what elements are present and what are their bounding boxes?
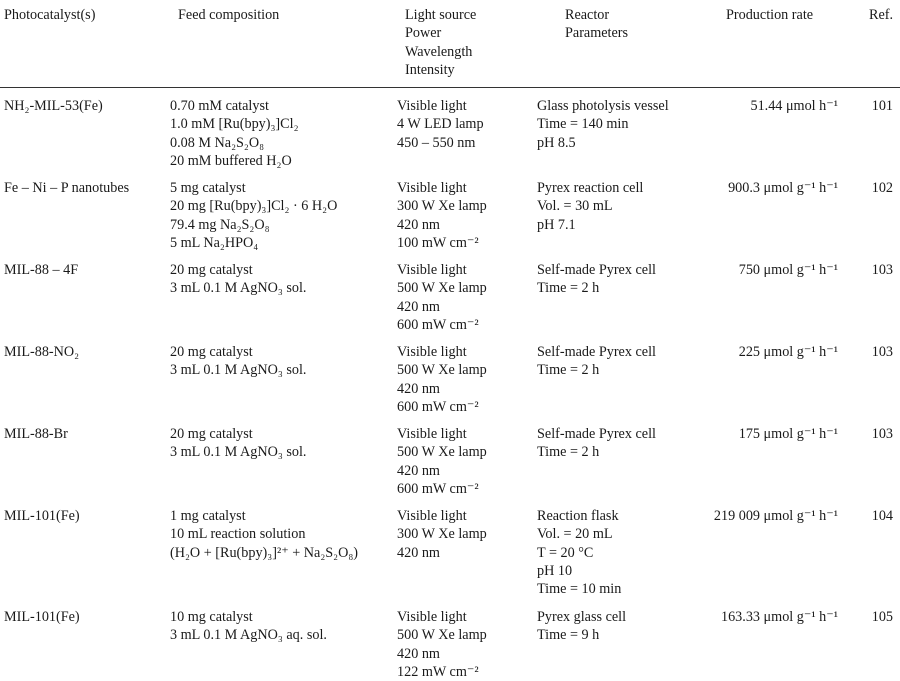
cell-light-source-line: 122 mW cm⁻² (397, 663, 479, 680)
cell-light-source-line: 420 nm (397, 645, 440, 662)
header-light-line: Light source (405, 7, 477, 23)
cell-production-rate: 219 009 μmol g⁻¹ h⁻¹ (713, 508, 838, 524)
cell-light-source-line: 450 – 550 nm (397, 134, 476, 151)
cell-reactor-parameters-line: pH 10 (537, 562, 573, 579)
cell-light-source-line: 600 mW cm⁻² (397, 398, 479, 415)
cell-light-source-line: Visible light (397, 98, 467, 114)
cell-feed-composition (170, 608, 327, 645)
cell-reactor-parameters (537, 608, 626, 645)
cell-production-rate: 175 μmol g⁻¹ h⁻¹ (738, 426, 838, 442)
header-ref: Ref. (869, 7, 894, 23)
cell-feed-composition-line: 5 mg catalyst (170, 180, 246, 196)
header-rule (0, 87, 900, 88)
cell-reactor-parameters-line: Time = 140 min (537, 116, 629, 133)
cell-reactor-parameters-line: pH 8.5 (537, 134, 576, 151)
cell-ref: 104 (871, 508, 893, 524)
cell-feed-composition (170, 179, 337, 252)
cell-reactor-parameters-line: Self-made Pyrex cell (537, 426, 656, 442)
cell-light-source-line: 600 mW cm⁻² (397, 480, 479, 497)
cell-feed-composition-line: 20 mg catalyst (170, 344, 253, 360)
cell-feed-composition (170, 343, 306, 380)
cell-reactor-parameters-line: Time = 10 min (537, 581, 622, 598)
header-reactor-line: Reactor (565, 7, 610, 23)
cell-feed-composition-line: 10 mL reaction solution (170, 526, 306, 543)
cell-light-source-line: Visible light (397, 344, 467, 360)
cell-light-source-line: Visible light (397, 508, 467, 524)
cell-ref: 103 (871, 262, 893, 278)
cell-reactor-parameters-line: Time = 9 h (537, 627, 600, 644)
cell-light-source-line: 500 W Xe lamp (397, 627, 487, 644)
cell-light-source (397, 608, 487, 681)
cell-light-source (397, 179, 487, 252)
cell-light-source-line: 4 W LED lamp (397, 116, 484, 133)
cell-reactor-parameters (537, 425, 656, 462)
cell-feed-composition-line: 3 mL 0.1 M AgNO₃ aq. sol. (170, 627, 327, 644)
cell-reactor-parameters-line: Pyrex reaction cell (537, 180, 644, 196)
cell-reactor-parameters-line: Vol. = 30 mL (537, 198, 613, 215)
cell-light-source-line: 500 W Xe lamp (397, 362, 487, 379)
cell-light-source-line: 100 mW cm⁻² (397, 234, 479, 251)
cell-photocatalyst: Fe – Ni – P nanotubes (4, 180, 130, 196)
cell-ref: 103 (871, 426, 893, 442)
cell-ref: 105 (871, 609, 893, 625)
cell-feed-composition-line: 79.4 mg Na₂S₂O₈ (170, 216, 270, 233)
cell-reactor-parameters-line: pH 7.1 (537, 216, 576, 233)
cell-feed-composition-line: 3 mL 0.1 M AgNO₃ sol. (170, 362, 307, 379)
cell-ref: 101 (871, 98, 893, 114)
cell-photocatalyst: MIL-88-NO₂ (4, 344, 80, 360)
cell-feed-composition-line: 20 mg [Ru(bpy)₃]Cl₂ · 6 H₂O (170, 198, 338, 215)
cell-light-source-line: 420 nm (397, 298, 440, 315)
cell-light-source-line: 500 W Xe lamp (397, 280, 487, 297)
cell-light-source-line: Visible light (397, 180, 467, 196)
cell-feed-composition-line: 3 mL 0.1 M AgNO₃ sol. (170, 444, 307, 461)
cell-reactor-parameters (537, 179, 643, 234)
cell-light-source-line: 420 nm (397, 216, 440, 233)
cell-light-source-line: 420 nm (397, 462, 440, 479)
header-production-rate: Production rate (726, 7, 814, 23)
header-reactor-parameters (565, 6, 628, 43)
header-reactor-line: Parameters (565, 25, 629, 42)
header-light-source (405, 6, 476, 79)
cell-feed-composition-line: 3 mL 0.1 M AgNO₃ sol. (170, 280, 307, 297)
cell-light-source-line: Visible light (397, 609, 467, 625)
cell-reactor-parameters (537, 507, 621, 598)
cell-photocatalyst: MIL-88-Br (4, 426, 68, 442)
cell-light-source (397, 343, 487, 416)
cell-light-source-line: 300 W Xe lamp (397, 198, 487, 215)
cell-reactor-parameters-line: Time = 2 h (537, 280, 600, 297)
cell-feed-composition-line: 20 mg catalyst (170, 426, 253, 442)
cell-feed-composition-line: 20 mM buffered H₂O (170, 152, 292, 169)
cell-feed-composition (170, 97, 299, 170)
cell-reactor-parameters (537, 343, 656, 380)
cell-reactor-parameters (537, 97, 669, 152)
cell-production-rate: 225 μmol g⁻¹ h⁻¹ (738, 344, 838, 360)
cell-light-source-line: 600 mW cm⁻² (397, 316, 479, 333)
cell-light-source-line: 300 W Xe lamp (397, 526, 487, 543)
cell-light-source-line: 420 nm (397, 544, 440, 561)
cell-reactor-parameters-line: T = 20 °C (537, 544, 594, 561)
cell-feed-composition-line: 0.08 M Na₂S₂O₈ (170, 134, 265, 151)
cell-reactor-parameters-line: Reaction flask (537, 508, 619, 524)
cell-production-rate: 51.44 μmol h⁻¹ (750, 98, 838, 114)
header-light-line: Intensity (405, 61, 455, 78)
cell-reactor-parameters-line: Self-made Pyrex cell (537, 344, 656, 360)
cell-light-source (397, 507, 487, 562)
cell-light-source (397, 425, 487, 498)
cell-production-rate: 163.33 μmol g⁻¹ h⁻¹ (720, 609, 838, 625)
cell-reactor-parameters-line: Vol. = 20 mL (537, 526, 613, 543)
cell-light-source (397, 261, 487, 334)
cell-light-source-line: Visible light (397, 262, 467, 278)
cell-reactor-parameters-line: Time = 2 h (537, 362, 600, 379)
header-light-line: Power (405, 25, 442, 42)
cell-light-source-line: 500 W Xe lamp (397, 444, 487, 461)
cell-ref: 102 (871, 180, 893, 196)
cell-reactor-parameters-line: Self-made Pyrex cell (537, 262, 656, 278)
cell-photocatalyst: NH₂-MIL-53(Fe) (4, 98, 103, 114)
header-feed-composition: Feed composition (178, 7, 280, 23)
cell-light-source-line: Visible light (397, 426, 467, 442)
cell-feed-composition-line: 0.70 mM catalyst (170, 98, 269, 114)
cell-feed-composition-line: 1.0 mM [Ru(bpy)₃]Cl₂ (170, 116, 299, 133)
cell-feed-composition-line: (H₂O + [Ru(bpy)₃]²⁺ + Na₂S₂O₈) (170, 544, 359, 561)
cell-production-rate: 900.3 μmol g⁻¹ h⁻¹ (728, 180, 838, 196)
cell-feed-composition-line: 20 mg catalyst (170, 262, 253, 278)
header-light-line: Wavelength (405, 43, 473, 60)
cell-photocatalyst: MIL-101(Fe) (4, 508, 80, 524)
cell-feed-composition (170, 261, 306, 298)
cell-light-source (397, 97, 484, 152)
cell-feed-composition-line: 5 mL Na₂HPO₄ (170, 234, 259, 251)
cell-light-source-line: 420 nm (397, 380, 440, 397)
cell-feed-composition-line: 1 mg catalyst (170, 508, 246, 524)
cell-feed-composition (170, 425, 306, 462)
cell-production-rate: 750 μmol g⁻¹ h⁻¹ (738, 262, 838, 278)
cell-reactor-parameters (537, 261, 656, 298)
cell-photocatalyst: MIL-88 – 4F (4, 262, 79, 278)
cell-feed-composition-line: 10 mg catalyst (170, 609, 253, 625)
cell-reactor-parameters-line: Time = 2 h (537, 444, 600, 461)
cell-reactor-parameters-line: Pyrex glass cell (537, 609, 627, 625)
cell-ref: 103 (871, 344, 893, 360)
cell-photocatalyst: MIL-101(Fe) (4, 609, 80, 625)
cell-feed-composition (170, 507, 358, 562)
header-photocatalyst: Photocatalyst(s) (4, 7, 96, 23)
cell-reactor-parameters-line: Glass photolysis vessel (537, 98, 669, 114)
